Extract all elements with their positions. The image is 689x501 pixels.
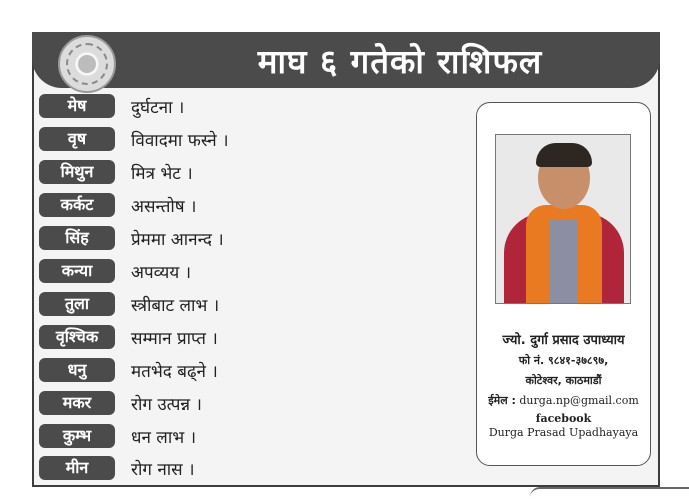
sign-prediction: मित्र भेट ।	[131, 164, 193, 184]
astrologer-phone: फो नं. ९८४१-३७८९७,	[518, 354, 609, 367]
facebook-name: Durga Prasad Upadhayaya	[488, 426, 639, 439]
email-line	[476, 393, 651, 408]
sign-prediction: स्त्रीबाट लाभ ।	[131, 296, 220, 316]
sign-badge: सिंह	[39, 226, 115, 250]
sign-prediction: सम्मान प्राप्त ।	[131, 329, 218, 349]
sign-badge: मेष	[39, 94, 115, 118]
sign-badge: मकर	[39, 391, 115, 415]
sign-prediction: धन लाभ ।	[131, 428, 197, 448]
sign-badge: कर्कट	[39, 193, 115, 217]
sign-prediction: विवादमा फस्ने ।	[131, 131, 229, 151]
sign-badge: मीन	[39, 456, 115, 480]
astrologer-photo	[495, 134, 631, 304]
sign-prediction: मतभेद बढ्ने ।	[131, 362, 218, 382]
sign-badge: कुम्भ	[39, 424, 115, 448]
sign-badge: तुला	[39, 292, 115, 316]
astrologer-address: कोटेश्वर, काठमाडौं	[525, 374, 602, 387]
page-title: माघ ६ गतेको राशिफल	[257, 42, 543, 81]
facebook-label: facebook	[535, 412, 592, 425]
header-bar	[32, 32, 660, 88]
sign-prediction: रोग नास ।	[131, 460, 195, 480]
astrologer-name: ज्यो. दुर्गा प्रसाद उपाध्याय	[502, 333, 625, 348]
sign-prediction: रोग उत्पन्न ।	[131, 395, 202, 415]
sign-prediction: प्रेममा आनन्द ।	[131, 230, 224, 250]
sign-badge: वृष	[39, 127, 115, 151]
zodiac-wheel-icon	[58, 35, 116, 93]
sign-badge: धनु	[39, 358, 115, 382]
sign-badge: कन्या	[39, 259, 115, 283]
email-address: durga.np@gmail.com	[519, 394, 639, 407]
page-edge-decoration	[530, 487, 689, 501]
sign-badge: मिथुन	[39, 160, 115, 184]
email-label: ईमेल :	[488, 394, 516, 407]
sign-badge: वृश्चिक	[39, 325, 115, 349]
sign-prediction: असन्तोष ।	[131, 197, 197, 217]
sign-prediction: दुर्घटना ।	[131, 98, 185, 118]
sign-prediction: अपव्यय ।	[131, 263, 192, 283]
